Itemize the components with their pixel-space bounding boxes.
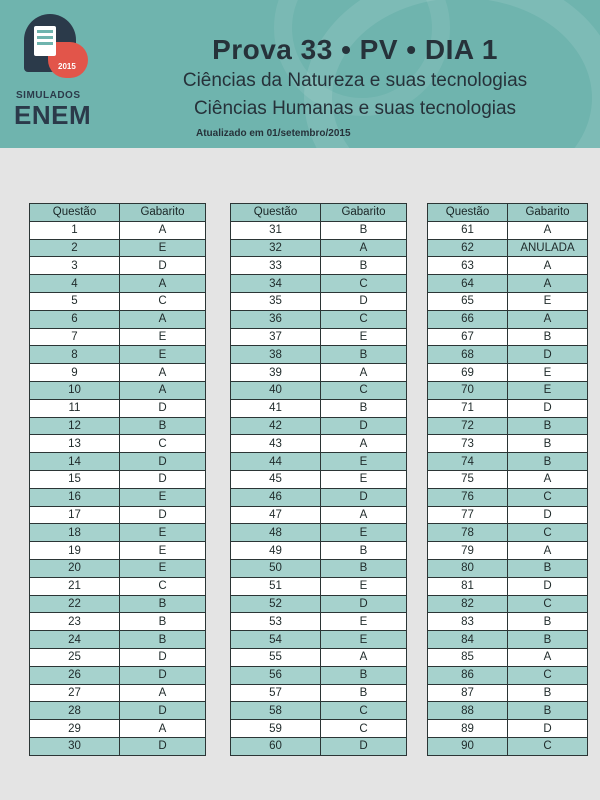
- table-row: [231, 720, 407, 738]
- question-number: 79: [428, 542, 508, 560]
- answer-letter: B: [508, 702, 588, 720]
- table-row: [428, 221, 588, 239]
- question-number: 88: [428, 702, 508, 720]
- question-number: 15: [30, 470, 120, 488]
- table-row: [30, 257, 206, 275]
- answer-letter: D: [120, 702, 206, 720]
- question-number: 78: [428, 524, 508, 542]
- question-number: 84: [428, 631, 508, 649]
- question-number: 72: [428, 417, 508, 435]
- question-number: 27: [30, 684, 120, 702]
- answer-letter: A: [120, 364, 206, 382]
- answer-letter: C: [321, 310, 407, 328]
- question-number: 73: [428, 435, 508, 453]
- table-row: [30, 364, 206, 382]
- answer-letter: D: [508, 577, 588, 595]
- answer-letter: E: [508, 292, 588, 310]
- table-row: [30, 702, 206, 720]
- question-number: 74: [428, 453, 508, 471]
- question-number: 87: [428, 684, 508, 702]
- table-row: [428, 613, 588, 631]
- answer-letter: A: [120, 221, 206, 239]
- table-row: [231, 595, 407, 613]
- question-number: 71: [428, 399, 508, 417]
- table-row: [30, 720, 206, 738]
- table-row: [231, 275, 407, 293]
- table-row: [428, 239, 588, 257]
- table-row: [231, 684, 407, 702]
- table-row: [231, 737, 407, 755]
- table-row: [30, 292, 206, 310]
- answer-letter: C: [321, 702, 407, 720]
- question-number: 32: [231, 239, 321, 257]
- answer-letter: A: [321, 435, 407, 453]
- table-row: [30, 631, 206, 649]
- question-number: 7: [30, 328, 120, 346]
- table-row: [30, 559, 206, 577]
- answer-letter: ANULADA: [508, 239, 588, 257]
- table-row: [428, 524, 588, 542]
- table-row: [428, 257, 588, 275]
- question-number: 42: [231, 417, 321, 435]
- table-row: [428, 399, 588, 417]
- answer-letter: D: [508, 720, 588, 738]
- answer-letter: C: [120, 435, 206, 453]
- answer-letter: C: [120, 577, 206, 595]
- question-number: 57: [231, 684, 321, 702]
- question-number: 86: [428, 666, 508, 684]
- answer-letter: B: [120, 631, 206, 649]
- answer-letter: D: [508, 346, 588, 364]
- question-number: 49: [231, 542, 321, 560]
- answer-letter: E: [120, 524, 206, 542]
- table-row: [428, 381, 588, 399]
- table-row: [30, 399, 206, 417]
- answer-letter: B: [508, 328, 588, 346]
- answer-letter: E: [120, 488, 206, 506]
- table-row: [30, 470, 206, 488]
- question-number: 69: [428, 364, 508, 382]
- answer-table-1: [29, 203, 206, 756]
- table-row: [231, 506, 407, 524]
- answer-letter: E: [120, 542, 206, 560]
- question-number: 62: [428, 239, 508, 257]
- answer-letter: B: [508, 613, 588, 631]
- table-row: [231, 435, 407, 453]
- table-row: [30, 737, 206, 755]
- table-row: [30, 328, 206, 346]
- answer-letter: D: [120, 737, 206, 755]
- question-number: 90: [428, 737, 508, 755]
- answer-letter: A: [120, 310, 206, 328]
- question-number: 24: [30, 631, 120, 649]
- updated-date: Atualizado em 01/setembro/2015: [196, 128, 351, 139]
- question-number: 8: [30, 346, 120, 364]
- question-number: 4: [30, 275, 120, 293]
- table-row: [428, 684, 588, 702]
- question-number: 29: [30, 720, 120, 738]
- table-row: [231, 328, 407, 346]
- question-number: 82: [428, 595, 508, 613]
- question-number: 25: [30, 648, 120, 666]
- answer-letter: B: [321, 684, 407, 702]
- question-number: 44: [231, 453, 321, 471]
- table-row: [30, 435, 206, 453]
- question-number: 20: [30, 559, 120, 577]
- table-row: [30, 346, 206, 364]
- question-number: 46: [231, 488, 321, 506]
- question-number: 67: [428, 328, 508, 346]
- question-number: 1: [30, 221, 120, 239]
- answer-letter: A: [120, 275, 206, 293]
- answer-letter: A: [508, 648, 588, 666]
- answer-letter: B: [120, 595, 206, 613]
- answer-letter: D: [321, 737, 407, 755]
- question-number: 28: [30, 702, 120, 720]
- answer-letter: C: [321, 381, 407, 399]
- answer-letter: C: [508, 488, 588, 506]
- answer-letter: D: [508, 506, 588, 524]
- answer-letter: E: [120, 559, 206, 577]
- table-row: [231, 648, 407, 666]
- answer-letter: E: [321, 470, 407, 488]
- question-number: 45: [231, 470, 321, 488]
- question-number: 41: [231, 399, 321, 417]
- question-number: 19: [30, 542, 120, 560]
- answer-letter: B: [508, 453, 588, 471]
- question-number: 81: [428, 577, 508, 595]
- table-row: [231, 613, 407, 631]
- answer-letter: E: [321, 631, 407, 649]
- subtitle-humanas: Ciências Humanas e suas tecnologias: [193, 98, 517, 119]
- answer-table-2: [230, 203, 407, 756]
- table-row: [428, 346, 588, 364]
- question-number: 31: [231, 221, 321, 239]
- question-number: 23: [30, 613, 120, 631]
- answer-letter: A: [321, 364, 407, 382]
- table-row: [30, 524, 206, 542]
- answer-letter: D: [120, 399, 206, 417]
- table-row: [231, 364, 407, 382]
- answer-letter: D: [120, 257, 206, 275]
- table-row: [231, 488, 407, 506]
- table-row: [231, 221, 407, 239]
- question-number: 54: [231, 631, 321, 649]
- table-row: [30, 488, 206, 506]
- question-number: 83: [428, 613, 508, 631]
- table-row: [428, 488, 588, 506]
- table-row: [30, 666, 206, 684]
- question-number: 18: [30, 524, 120, 542]
- question-number: 11: [30, 399, 120, 417]
- table-row: [428, 417, 588, 435]
- answer-letter: B: [321, 399, 407, 417]
- table-row: [30, 595, 206, 613]
- answer-letter: B: [321, 559, 407, 577]
- table-row: [428, 328, 588, 346]
- question-number: 5: [30, 292, 120, 310]
- table-row: [428, 435, 588, 453]
- answer-letter: A: [321, 239, 407, 257]
- answer-letter: D: [321, 292, 407, 310]
- table-row: [428, 506, 588, 524]
- table-row: [428, 631, 588, 649]
- table-row: [231, 381, 407, 399]
- answer-table-3: [427, 203, 588, 756]
- question-number: 65: [428, 292, 508, 310]
- answer-letter: C: [508, 737, 588, 755]
- answer-letter: A: [321, 506, 407, 524]
- question-number: 36: [231, 310, 321, 328]
- answer-letter: B: [321, 257, 407, 275]
- question-number: 68: [428, 346, 508, 364]
- answer-letter: A: [508, 542, 588, 560]
- answer-letter: B: [508, 559, 588, 577]
- answer-letter: D: [508, 399, 588, 417]
- answer-letter: B: [508, 631, 588, 649]
- logo-year: 2015: [58, 62, 76, 71]
- question-number: 80: [428, 559, 508, 577]
- question-number: 55: [231, 648, 321, 666]
- question-number: 56: [231, 666, 321, 684]
- table-row: [428, 559, 588, 577]
- question-number: 37: [231, 328, 321, 346]
- answer-letter: E: [120, 346, 206, 364]
- table-row: [428, 702, 588, 720]
- question-number: 2: [30, 239, 120, 257]
- table-row: [30, 648, 206, 666]
- answer-letter: B: [120, 613, 206, 631]
- answer-letter: A: [508, 310, 588, 328]
- question-number: 61: [428, 221, 508, 239]
- answer-letter: A: [120, 684, 206, 702]
- question-number: 17: [30, 506, 120, 524]
- table-row: [30, 381, 206, 399]
- answer-letter: C: [508, 666, 588, 684]
- question-header: Questão: [30, 204, 120, 222]
- answer-header: Gabarito: [321, 204, 407, 222]
- table-row: [231, 702, 407, 720]
- table-row: [231, 542, 407, 560]
- answer-letter: A: [508, 275, 588, 293]
- question-number: 34: [231, 275, 321, 293]
- page-title: Prova 33 • PV • DIA 1: [212, 34, 498, 65]
- question-number: 77: [428, 506, 508, 524]
- question-number: 16: [30, 488, 120, 506]
- answer-letter: A: [508, 257, 588, 275]
- table-row: [231, 666, 407, 684]
- question-number: 85: [428, 648, 508, 666]
- answer-letter: B: [508, 417, 588, 435]
- answer-letter: A: [120, 720, 206, 738]
- question-number: 21: [30, 577, 120, 595]
- answer-letter: B: [508, 684, 588, 702]
- answer-letter: E: [321, 524, 407, 542]
- table-row: [428, 666, 588, 684]
- table-row: [428, 453, 588, 471]
- table-row: [30, 310, 206, 328]
- table-row: [231, 346, 407, 364]
- answer-letter: C: [321, 275, 407, 293]
- question-number: 3: [30, 257, 120, 275]
- logo-enem: ENEM: [14, 100, 92, 130]
- table-row: [428, 310, 588, 328]
- question-number: 60: [231, 737, 321, 755]
- table-row: [428, 737, 588, 755]
- table-row: [428, 648, 588, 666]
- answer-letter: D: [321, 595, 407, 613]
- table-row: [30, 453, 206, 471]
- answer-letter: D: [120, 666, 206, 684]
- question-number: 52: [231, 595, 321, 613]
- answer-letter: B: [508, 435, 588, 453]
- question-number: 22: [30, 595, 120, 613]
- table-row: [30, 275, 206, 293]
- answer-letter: A: [321, 648, 407, 666]
- answer-letter: B: [321, 666, 407, 684]
- table-row: [428, 577, 588, 595]
- question-number: 33: [231, 257, 321, 275]
- table-row: [231, 577, 407, 595]
- question-number: 13: [30, 435, 120, 453]
- question-number: 47: [231, 506, 321, 524]
- answer-letter: B: [120, 417, 206, 435]
- question-header: Questão: [231, 204, 321, 222]
- answer-letter: A: [508, 221, 588, 239]
- table-row: [30, 417, 206, 435]
- answer-letter: D: [120, 506, 206, 524]
- question-number: 48: [231, 524, 321, 542]
- answer-letter: E: [321, 613, 407, 631]
- question-number: 26: [30, 666, 120, 684]
- table-row: [428, 275, 588, 293]
- question-number: 39: [231, 364, 321, 382]
- answer-letter: C: [120, 292, 206, 310]
- answer-letter: B: [321, 346, 407, 364]
- answer-letter: E: [508, 364, 588, 382]
- table-row: [30, 613, 206, 631]
- question-number: 10: [30, 381, 120, 399]
- subtitle-natureza: Ciências da Natureza e suas tecnologias: [182, 70, 528, 91]
- answer-letter: B: [321, 221, 407, 239]
- answer-letter: C: [508, 595, 588, 613]
- answer-letter: D: [120, 648, 206, 666]
- table-row: [231, 399, 407, 417]
- answer-letter: C: [508, 524, 588, 542]
- question-number: 75: [428, 470, 508, 488]
- table-row: [30, 506, 206, 524]
- table-row: [231, 257, 407, 275]
- answer-header: Gabarito: [508, 204, 588, 222]
- answer-letter: C: [321, 720, 407, 738]
- logo-simulados: SIMULADOS: [16, 90, 81, 101]
- table-row: [231, 559, 407, 577]
- question-number: 70: [428, 381, 508, 399]
- answer-letter: E: [321, 577, 407, 595]
- answer-letter: E: [321, 328, 407, 346]
- table-row: [30, 684, 206, 702]
- answer-letter: D: [120, 453, 206, 471]
- question-number: 40: [231, 381, 321, 399]
- table-row: [428, 292, 588, 310]
- answer-letter: E: [120, 328, 206, 346]
- question-number: 50: [231, 559, 321, 577]
- table-row: [428, 542, 588, 560]
- answer-letter: E: [120, 239, 206, 257]
- question-number: 53: [231, 613, 321, 631]
- question-number: 6: [30, 310, 120, 328]
- question-number: 38: [231, 346, 321, 364]
- question-number: 43: [231, 435, 321, 453]
- table-row: [30, 221, 206, 239]
- question-number: 76: [428, 488, 508, 506]
- answer-letter: D: [120, 470, 206, 488]
- table-row: [231, 239, 407, 257]
- table-row: [30, 239, 206, 257]
- simulados-enem-logo: [14, 8, 100, 136]
- question-number: 12: [30, 417, 120, 435]
- table-row: [428, 595, 588, 613]
- answer-letter: B: [321, 542, 407, 560]
- answer-letter: E: [508, 381, 588, 399]
- table-row: [428, 470, 588, 488]
- question-number: 30: [30, 737, 120, 755]
- question-number: 14: [30, 453, 120, 471]
- table-row: [428, 720, 588, 738]
- question-number: 89: [428, 720, 508, 738]
- table-row: [231, 470, 407, 488]
- answer-letter: A: [120, 381, 206, 399]
- question-number: 9: [30, 364, 120, 382]
- answer-letter: D: [321, 488, 407, 506]
- table-row: [231, 631, 407, 649]
- question-number: 35: [231, 292, 321, 310]
- logo-document-icon: [34, 26, 56, 56]
- table-row: [30, 542, 206, 560]
- table-row: [231, 292, 407, 310]
- question-number: 64: [428, 275, 508, 293]
- question-number: 58: [231, 702, 321, 720]
- table-row: [231, 310, 407, 328]
- answer-header: Gabarito: [120, 204, 206, 222]
- answer-letter: D: [321, 417, 407, 435]
- question-header: Questão: [428, 204, 508, 222]
- question-number: 66: [428, 310, 508, 328]
- header-banner: [0, 0, 600, 148]
- answer-letter: E: [321, 453, 407, 471]
- question-number: 63: [428, 257, 508, 275]
- answer-letter: A: [508, 470, 588, 488]
- question-number: 51: [231, 577, 321, 595]
- table-row: [231, 453, 407, 471]
- question-number: 59: [231, 720, 321, 738]
- table-row: [428, 364, 588, 382]
- table-row: [30, 577, 206, 595]
- table-row: [231, 417, 407, 435]
- table-row: [231, 524, 407, 542]
